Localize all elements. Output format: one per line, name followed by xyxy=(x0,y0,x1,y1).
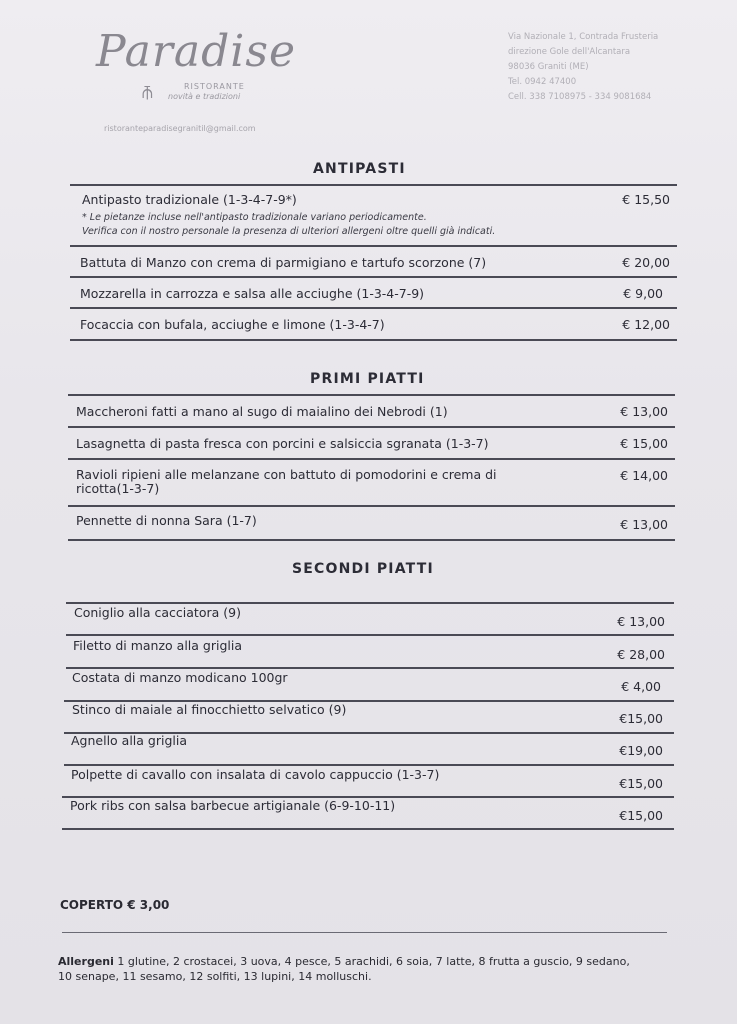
menu-item-price: € 28,00 xyxy=(617,647,665,662)
address-line: 98036 Graniti (ME) xyxy=(508,62,589,72)
menu-item-price: € 15,50 xyxy=(622,192,670,207)
address-line: direzione Gole dell'Alcantara xyxy=(508,47,631,57)
antipasto-note: Verifica con il nostro personale la presenza di ulteriori allergeni oltre quelli già indicati. xyxy=(82,226,496,237)
menu-item-name: Maccheroni fatti a mano al sugo di maialino dei Nebrodi (1) xyxy=(76,404,448,419)
menu-item-name: Battuta di Manzo con crema di parmigiano e tartufo scorzone (7) xyxy=(80,255,487,270)
divider xyxy=(64,764,674,766)
divider xyxy=(66,602,674,604)
menu-item-price: € 13,00 xyxy=(620,404,668,419)
menu-item-name-continued: ricotta(1-3-7) xyxy=(76,481,160,496)
divider xyxy=(70,184,677,186)
menu-item-name: Pennette di nonna Sara (1-7) xyxy=(76,513,257,528)
menu-item-price: € 13,00 xyxy=(617,614,665,629)
divider xyxy=(68,426,675,428)
menu-item-name: Lasagnetta di pasta fresca con porcini e salsiccia sgranata (1-3-7) xyxy=(76,436,489,451)
divider xyxy=(68,458,675,460)
menu-item-name: Antipasto tradizionale (1-3-4-7-9*) xyxy=(82,192,297,207)
logo-tagline: novità e tradizioni xyxy=(168,92,241,101)
menu-item-name: Pork ribs con salsa barbecue artigianale (6-9-10-11) xyxy=(70,798,396,813)
menu-item-price: € 12,00 xyxy=(622,317,670,332)
menu-item-price: € 13,00 xyxy=(620,517,668,532)
allergens-line: 10 senape, 11 sesamo, 12 solfiti, 13 lupini, 14 molluschi. xyxy=(58,970,372,983)
menu-item-price: €15,00 xyxy=(619,711,663,726)
allergens-line xyxy=(58,954,658,969)
allergens-legend xyxy=(58,954,658,984)
menu-item-price: € 4,00 xyxy=(621,679,661,694)
restaurant-address xyxy=(508,30,658,105)
menu-item-name: Costata di manzo modicano 100gr xyxy=(72,670,288,685)
menu-item-price: €15,00 xyxy=(619,776,663,791)
section-title-antipasti: ANTIPASTI xyxy=(313,161,406,177)
divider xyxy=(70,245,677,247)
menu-item-name: Filetto di manzo alla griglia xyxy=(73,638,242,653)
divider xyxy=(66,667,674,669)
address-line: Via Nazionale 1, Contrada Frusteria xyxy=(508,32,659,42)
menu-item-name: Mozzarella in carrozza e salsa alle acciughe (1-3-4-7-9) xyxy=(80,286,425,301)
allergens-label: Allergeni xyxy=(58,955,114,968)
menu-item-price: €15,00 xyxy=(619,808,663,823)
allergens-list: 1 glutine, 2 crostacei, 3 uova, 4 pesce, 5 arachidi, 6 soia, 7 latte, 8 frutta a guscio, 9 sedano, xyxy=(113,955,630,968)
antipasto-note: * Le pietanze incluse nell'antipasto tradizionale variano periodicamente. xyxy=(82,212,427,223)
logo-wordmark: Paradise xyxy=(96,26,296,77)
menu-item-price: € 20,00 xyxy=(622,255,670,270)
menu-item-price: € 14,00 xyxy=(620,468,668,483)
divider xyxy=(70,339,677,341)
section-title-primi: PRIMI PIATTI xyxy=(310,371,425,387)
menu-item-price: €19,00 xyxy=(619,743,663,758)
fork-knife-icon: ⫚ xyxy=(142,82,153,103)
menu-item-price: € 15,00 xyxy=(620,436,668,451)
divider xyxy=(62,828,674,830)
divider xyxy=(62,932,667,933)
divider xyxy=(70,307,677,309)
address-line: Cell. 338 7108975 - 334 9081684 xyxy=(508,92,652,102)
restaurant-logo xyxy=(96,24,296,114)
menu-item-price: € 9,00 xyxy=(623,286,663,301)
menu-item-name: Agnello alla griglia xyxy=(71,733,187,748)
menu-item-name: Coniglio alla cacciatora (9) xyxy=(74,605,241,620)
restaurant-email: ristoranteparadisegranitil@gmail.com xyxy=(104,124,256,133)
divider xyxy=(68,394,675,396)
menu-item-name: Ravioli ripieni alle melanzane con battuto di pomodorini e crema di xyxy=(76,467,497,482)
divider xyxy=(68,539,675,541)
address-line: Tel. 0942 47400 xyxy=(508,77,577,87)
section-title-secondi: SECONDI PIATTI xyxy=(292,561,434,577)
menu-item-name: Polpette di cavallo con insalata di cavolo cappuccio (1-3-7) xyxy=(71,767,440,782)
menu-item-name: Stinco di maiale al finocchietto selvatico (9) xyxy=(72,702,347,717)
logo-subtitle: RISTORANTE xyxy=(184,82,245,91)
menu-item-name: Focaccia con bufala, acciughe e limone (1-3-4-7) xyxy=(80,317,385,332)
divider xyxy=(68,505,675,507)
cover-charge: COPERTO € 3,00 xyxy=(60,898,170,912)
divider xyxy=(66,634,674,636)
divider xyxy=(70,276,677,278)
